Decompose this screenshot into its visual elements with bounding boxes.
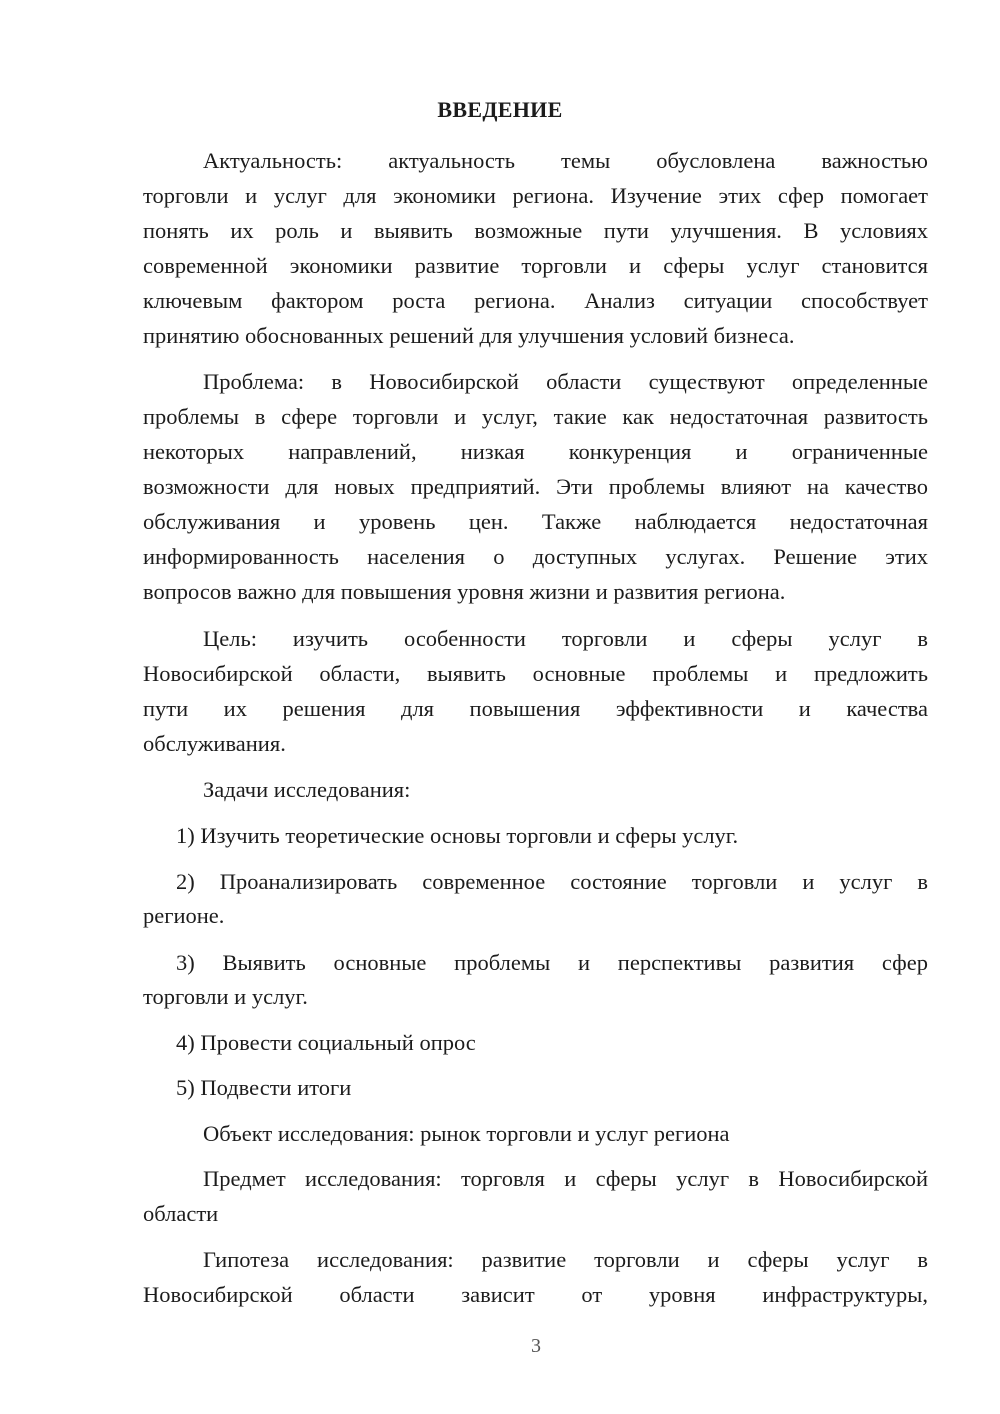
text-line: Новосибирской области зависит от уровня инфраструктуры, xyxy=(143,1282,928,1307)
text-line: Предмет исследования: торговля и сферы услуг в Новосибирской xyxy=(203,1166,928,1191)
page-number: 3 xyxy=(531,1335,541,1357)
text-line: Задачи исследования: xyxy=(203,777,411,802)
list-item: 1) Изучить теоретические основы торговли и сферы услуг. xyxy=(176,823,739,848)
text-line: Цель: изучить особенности торговли и сферы услуг в xyxy=(203,626,928,651)
page-title: ВВЕДЕНИЕ xyxy=(437,97,563,122)
list-item: 5) Подвести итоги xyxy=(176,1075,352,1100)
text-line: области xyxy=(143,1201,219,1226)
text-line: торговли и услуг для экономики региона. Изучение этих сфер помогает xyxy=(143,183,928,208)
text-line: проблемы в сфере торговли и услуг, такие как недостаточная развитость xyxy=(143,404,928,429)
text-line: обслуживания. xyxy=(143,731,286,756)
text-line: вопросов важно для повышения уровня жизни и развития региона. xyxy=(143,579,786,604)
text-line: Проблема: в Новосибирской области существуют определенные xyxy=(203,369,928,394)
text-line: информированность населения о доступных услугах. Решение этих xyxy=(143,544,928,569)
text-line: торговли и услуг. xyxy=(143,984,308,1009)
text-line: Объект исследования: рынок торговли и услуг региона xyxy=(203,1121,730,1146)
text-line: понять их роль и выявить возможные пути улучшения. В условиях xyxy=(143,218,928,243)
text-line: Актуальность: актуальность темы обусловлена важностью xyxy=(203,148,928,173)
text-line: принятию обоснованных решений для улучшения условий бизнеса. xyxy=(143,323,795,348)
text-line: Новосибирской области, выявить основные проблемы и предложить xyxy=(143,661,928,686)
text-line: некоторых направлений, низкая конкуренция и ограниченные xyxy=(143,439,928,464)
text-line: регионе. xyxy=(143,903,225,928)
text-line: ключевым фактором роста региона. Анализ ситуации способствует xyxy=(143,288,928,313)
text-line: обслуживания и уровень цен. Также наблюдается недостаточная xyxy=(143,509,928,534)
list-item: 2) Проанализировать современное состояние торговли и услуг в xyxy=(176,869,928,894)
text-line: современной экономики развитие торговли и сферы услуг становится xyxy=(143,253,928,278)
text-line: Гипотеза исследования: развитие торговли и сферы услуг в xyxy=(203,1247,928,1272)
text-line: возможности для новых предприятий. Эти проблемы влияют на качество xyxy=(143,474,928,499)
list-item: 4) Провести социальный опрос xyxy=(176,1030,476,1055)
text-line: пути их решения для повышения эффективности и качества xyxy=(143,696,928,721)
list-item: 3) Выявить основные проблемы и перспективы развития сфер xyxy=(176,950,928,975)
